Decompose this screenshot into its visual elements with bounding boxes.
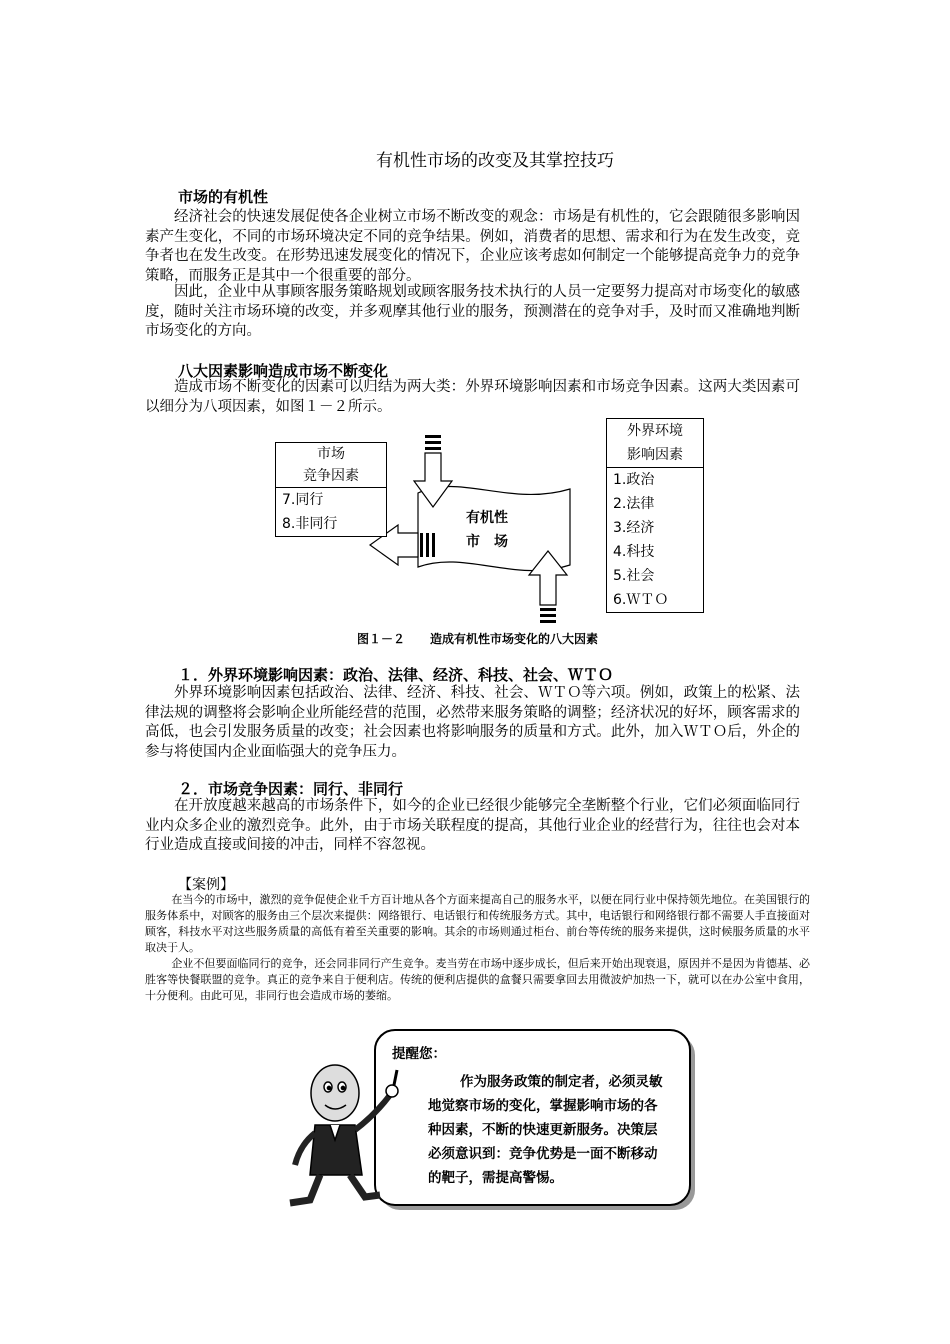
case-paragraph-1: 在当今的市场中，激烈的竞争促使企业千方百计地从各个方面来提高自己的服务水平，以便在同行业中保持领先地位。在美国银行的服务体系中，对顾客的服务由三个层次来提供：网络银行、电话银行和传统服务方式。其中，电话银行和网络银行都不需要人手直接面对顾客，科技水平对这些服务质量的高低有着至关重要的影响。其余的市场则通过柜台、前台等传统的服务来提供，这时候服务质量的水平取决于人。 <box>145 893 810 954</box>
external-item: 5.社会 <box>613 568 655 584</box>
external-box-header-1: 外界环境 <box>627 423 683 439</box>
diagram-center-label-1: 有机性 <box>466 510 508 526</box>
reminder-line: 必须意识到：竞争优势是一面不断移动 <box>428 1146 658 1162</box>
external-item: 3.经济 <box>613 520 655 536</box>
paragraph-organic-2: 因此，企业中从事顾客服务策略规划或顾客服务技术执行的人员一定要努力提高对市场变化的敏感度，随时关注市场环境的改变，并多观摩其他行业的服务，预测潜在的竞争对手，及时而又准确地判断市场变化的方向。 <box>145 284 800 339</box>
paragraph-eight-factors: 造成市场不断变化的因素可以归结为两大类：外界环境影响因素和市场竞争因素。这两大类因素可以细分为八项因素，如图１－２所示。 <box>145 379 800 415</box>
paragraph-organic-1: 经济社会的快速发展促使各企业树立市场不断改变的观念：市场是有机性的，它会跟随很多影响因素产生变化，不同的市场环境决定不同的竞争结果。例如，消费者的思想、需求和行为在发生改变，竞争者也在发生改变。在形势迅速发展变化的情况下，企业应该考虑如何制定一个能够提高竞争力的竞争策略，而服务正是其中一个很重要的部分。 <box>145 209 800 284</box>
paragraph-competition: 在开放度越来越高的市场条件下，如今的企业已经很少能够完全垄断整个行业，它们必须面临同行业内众多企业的激烈竞争。此外，由于市场关联程度的提高，其他行业企业的经营行为，往往也会对本行业造成直接或间接的冲击，同样不容忽视。 <box>145 798 800 853</box>
case-paragraph-2: 企业不但要面临同行的竞争，还会同非同行产生竞争。麦当劳在市场中逐步成长，但后来开始出现衰退，原因并不是因为肯德基、必胜客等快餐联盟的竞争。真正的竞争来自于便利店。传统的便利店提供的盒餐只需要拿回去用微波炉加热一下，就可以在办公室中食用，十分便利。由此可见，非同行也会造成市场的萎缩。 <box>145 957 810 1002</box>
section-heading-organic-market: 市场的有机性 <box>178 188 269 206</box>
reminder-line: 种因素，不断的快速更新服务。决策层 <box>428 1122 658 1138</box>
competition-item: 8.非同行 <box>282 516 338 532</box>
competition-factors-box <box>275 442 387 537</box>
reminder-line: 地觉察市场的变化，掌握影响市场的各 <box>428 1098 658 1114</box>
competition-item: 7.同行 <box>282 492 324 508</box>
external-item: 1.政治 <box>613 472 655 488</box>
diagram-center-label-2: 市 场 <box>466 534 508 550</box>
competition-box-header-1: 市场 <box>317 446 345 462</box>
figure-caption-number: 图１－２ <box>357 632 406 646</box>
factors-diagram <box>270 415 720 625</box>
reminder-line: 的靶子，需提高警惕。 <box>428 1170 563 1186</box>
external-item: 6.ＷＴＯ <box>613 592 669 608</box>
external-factors-box <box>606 418 704 613</box>
paragraph-external: 外界环境影响因素包括政治、法律、经济、科技、社会、ＷＴＯ等六项。例如，政策上的松紧、法律法规的调整将会影响企业所能经营的范围，必然带来服务策略的调整；经济状况的好坏，顾客需求的高低，也会引发服务质量的改变；社会因素也将影响服务的质量和方式。此外，加入ＷＴＯ后，外企的参与将使国内企业面临强大的竞争压力。 <box>145 685 800 760</box>
section-heading-competition: ２．市场竞争因素：同行、非同行 <box>178 780 404 798</box>
external-item: 4.科技 <box>613 544 655 560</box>
external-item: 2.法律 <box>613 496 655 512</box>
external-box-header-2: 影响因素 <box>607 443 703 468</box>
section-heading-eight-factors: 八大因素影响造成市场不断变化 <box>178 362 389 380</box>
figure-caption-text: 造成有机性市场变化的八大因素 <box>430 632 599 646</box>
reminder-heading: 提醒您： <box>392 1046 446 1062</box>
case-heading: 【案例】 <box>178 877 234 893</box>
section-heading-external: １．外界环境影响因素：政治、法律、经济、科技、社会、ＷＴＯ <box>178 666 614 684</box>
page-title: 有机性市场的改变及其掌控技巧 <box>376 151 614 171</box>
competition-box-header-2: 竞争因素 <box>276 465 386 488</box>
reminder-line: 作为服务政策的制定者，必须灵敏 <box>460 1074 663 1090</box>
